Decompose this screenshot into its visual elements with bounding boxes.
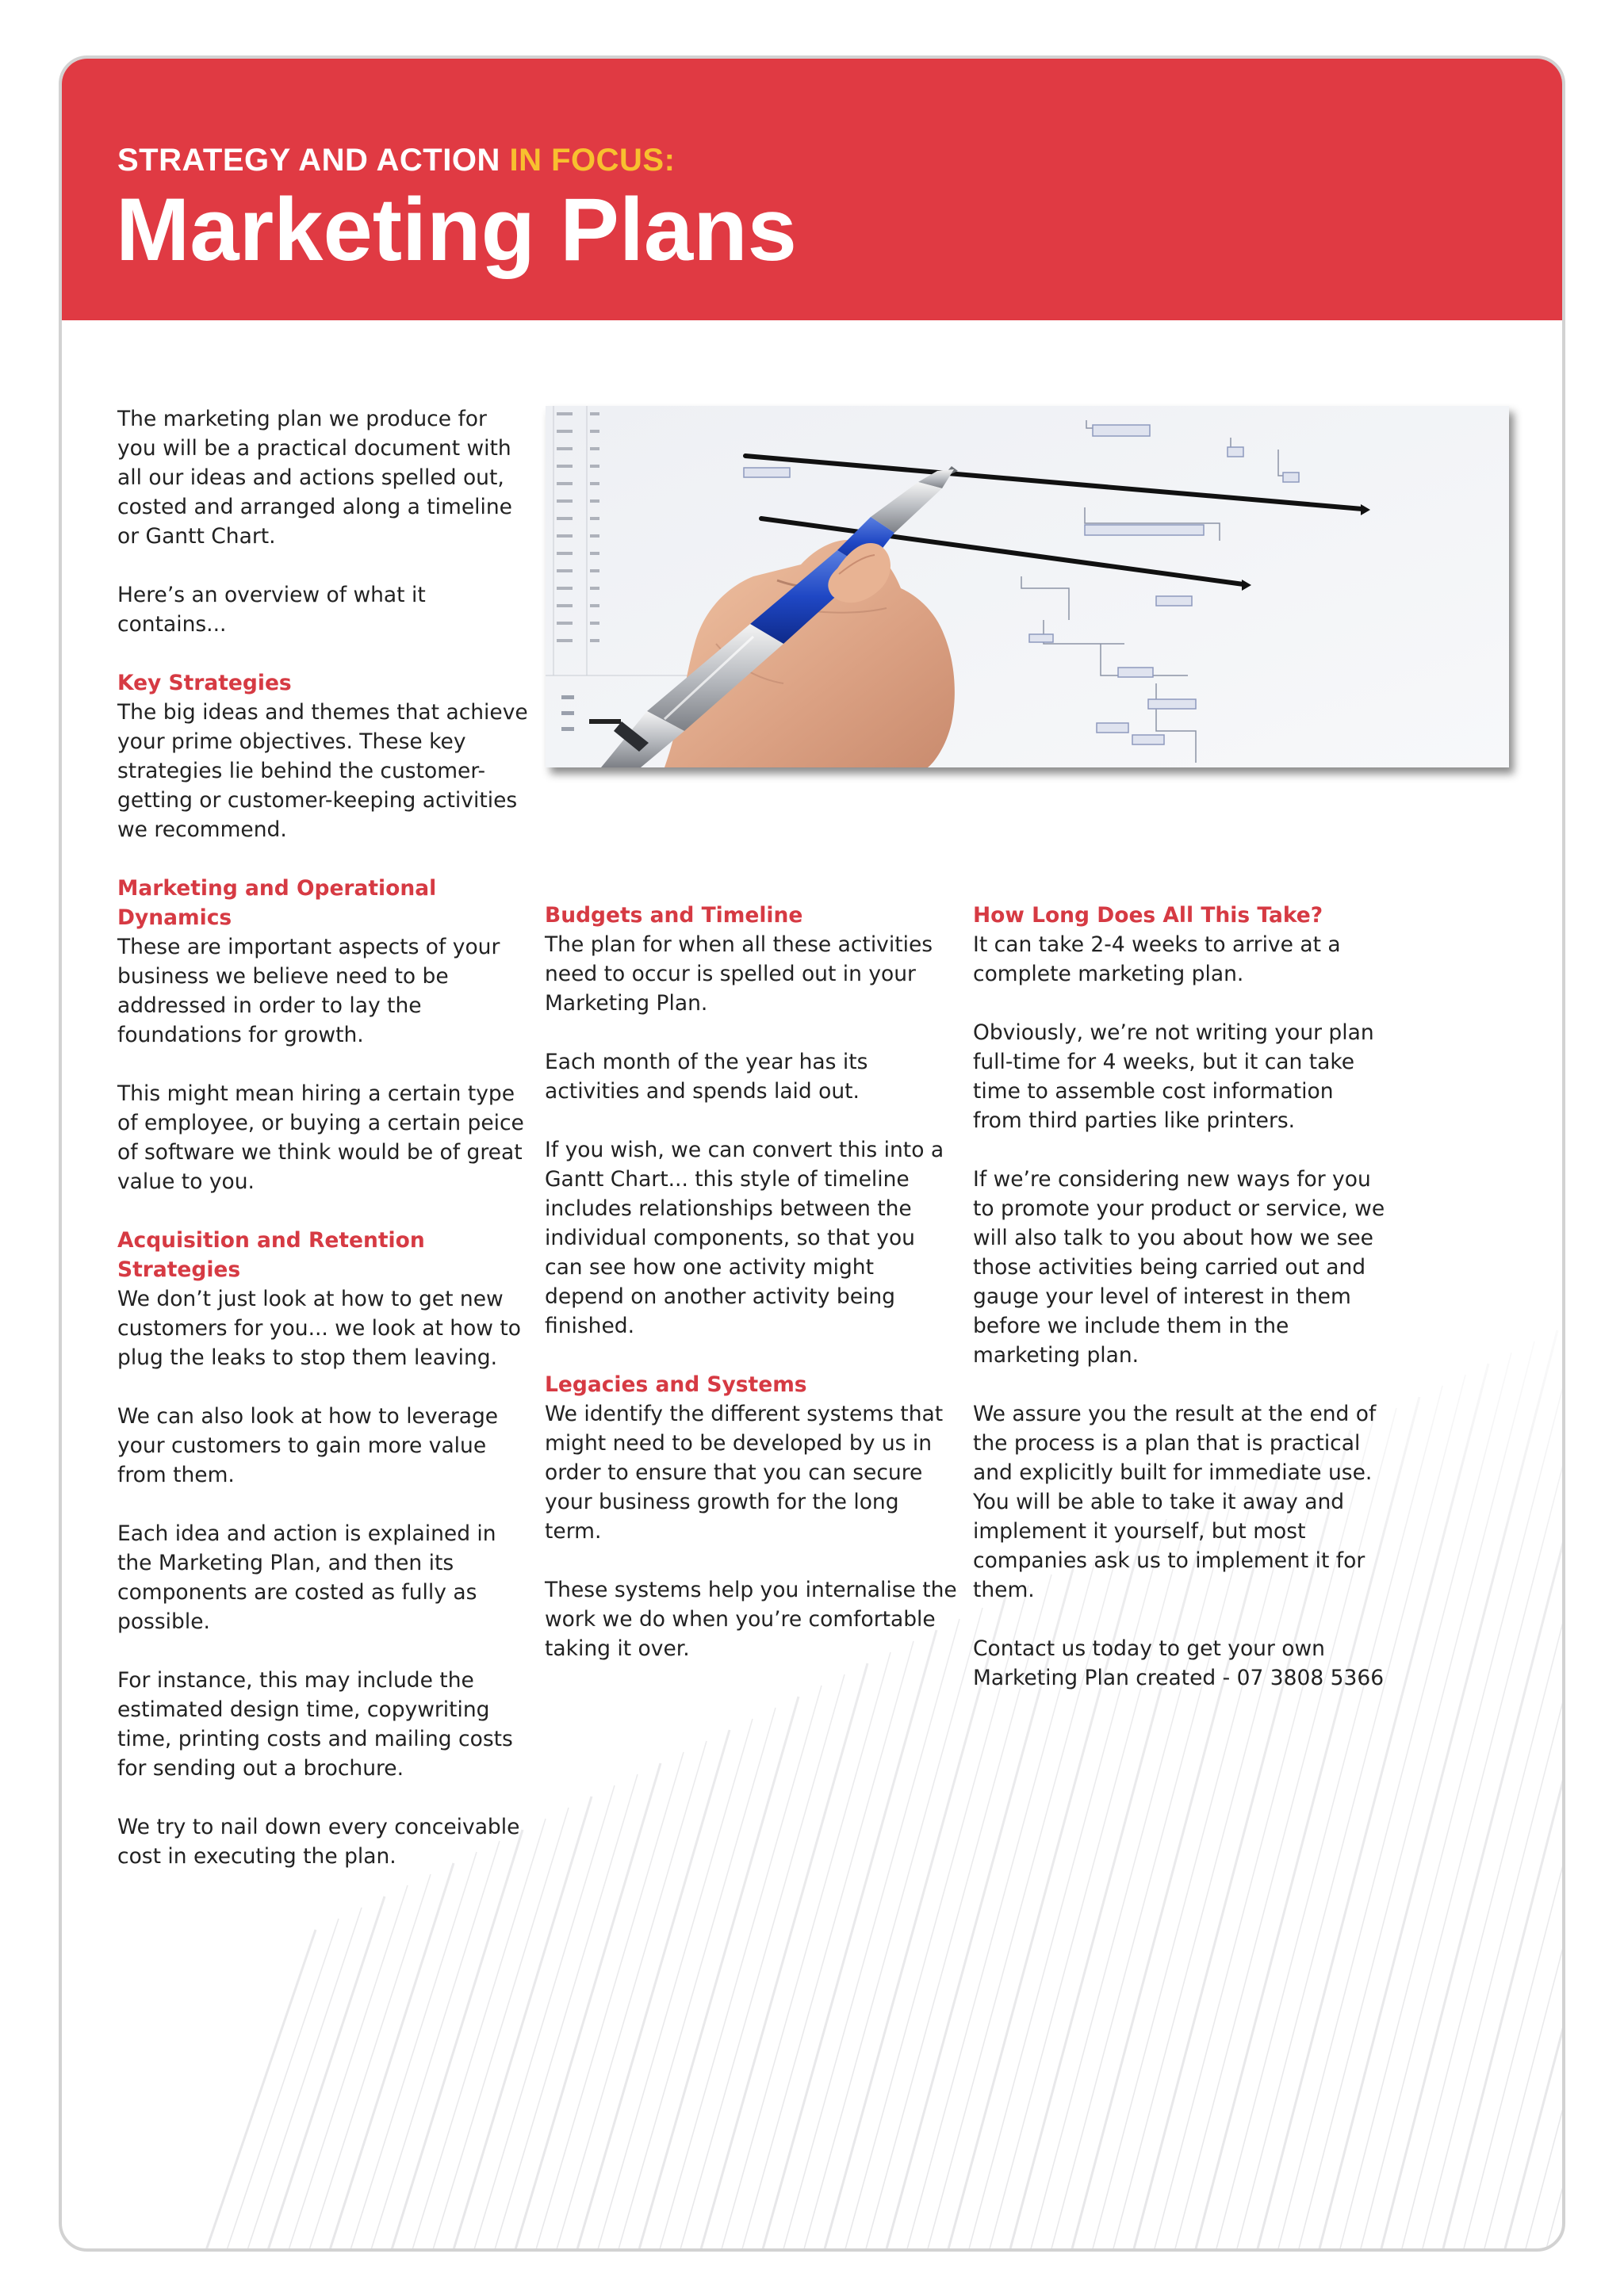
section-paragraph: We can also look at how to leverage your customers to gain more value from them. [117,1404,499,1487]
page-frame [59,55,1565,2252]
section-paragraph: Each idea and action is explained in the Marketing Plan, and then its components are costed as fully as possible. [117,1521,496,1634]
section-paragraph: The big ideas and themes that achieve your prime objectives. These key strategies lie behind the customer-getting or customer-keeping activities we recommend. [117,700,528,842]
section-heading-key-strategies: Key Strategies [117,671,292,695]
kicker-accent: IN FOCUS: [509,143,676,178]
section-paragraph: The plan for when all these activities need to occur is spelled out in your Marketing Plan. [545,932,933,1016]
section-paragraph: These systems help you internalise the work we do when you’re comfortable taking it over. [545,1578,957,1661]
kicker-main: STRATEGY AND ACTION [117,143,510,178]
section-paragraph: If we’re considering new ways for you to promote your product or service, we will also talk to you about how we see those activities being carried out and gauge your level of interest in them before we include them in the marketing plan. [973,1167,1385,1368]
gantt-chart-photo [546,406,1509,767]
section-heading-dynamics: Marketing and Operational Dynamics [117,876,437,930]
column-right [973,901,1385,1693]
section-paragraph: We try to nail down every conceivable cost in executing the plan. [117,1815,520,1869]
section-paragraph: This might mean hiring a certain type of employee, or buying a certain peice of software we think would be of great value to you. [117,1081,524,1194]
section-paragraph: We identify the different systems that might need to be developed by us in order to ensure that you can secure your business growth for the long term. [545,1402,944,1544]
section-paragraph: Each month of the year has its activities and spends laid out. [545,1050,868,1104]
intro-paragraph: Here’s an overview of what it contains... [117,583,426,637]
section-paragraph: We assure you the result at the end of the process is a plan that is practical and explicitly built for immediate use. You will be able to take it away and implement it yourself, but most companies ask us to implement it for them. [973,1402,1377,1602]
column-middle [545,901,957,1663]
contact-paragraph: Contact us today to get your own Marketing Plan created - 07 3808 5366 [973,1636,1385,1690]
section-paragraph: These are important aspects of your business we believe need to be addressed in order to lay the foundations for growth. [117,935,500,1047]
gantt-photo-illustration [546,406,1509,767]
section-heading-legacies: Legacies and Systems [545,1372,807,1397]
column-left [117,404,530,1871]
header-banner [62,59,1562,320]
section-paragraph: It can take 2-4 weeks to arrive at a complete marketing plan. [973,932,1341,986]
section-paragraph: We don’t just look at how to get new customers for you... we look at how to plug the leaks to stop them leaving. [117,1287,521,1370]
intro-paragraph: The marketing plan we produce for you will be a practical document with all our ideas and actions spelled out, costed and arranged along a timeline or Gantt Chart. [117,407,512,549]
section-paragraph: Obviously, we’re not writing your plan full-time for 4 weeks, but it can take time to assemble cost information from third parties like printers. [973,1020,1374,1133]
page-title: Marketing Plans [116,180,797,279]
section-heading-acquisition: Acquisition and Retention Strategies [117,1228,425,1282]
section-paragraph: If you wish, we can convert this into a Gantt Chart... this style of timeline includes relationships between the individual components, so that you can see how one activity might depend on another activity being finished. [545,1138,944,1338]
section-paragraph: For instance, this may include the estimated design time, copywriting time, printing costs and mailing costs for sending out a brochure. [117,1668,513,1781]
section-heading-budgets: Budgets and Timeline [545,903,803,928]
kicker [117,143,675,178]
section-heading-how-long: How Long Does All This Take? [973,903,1323,928]
